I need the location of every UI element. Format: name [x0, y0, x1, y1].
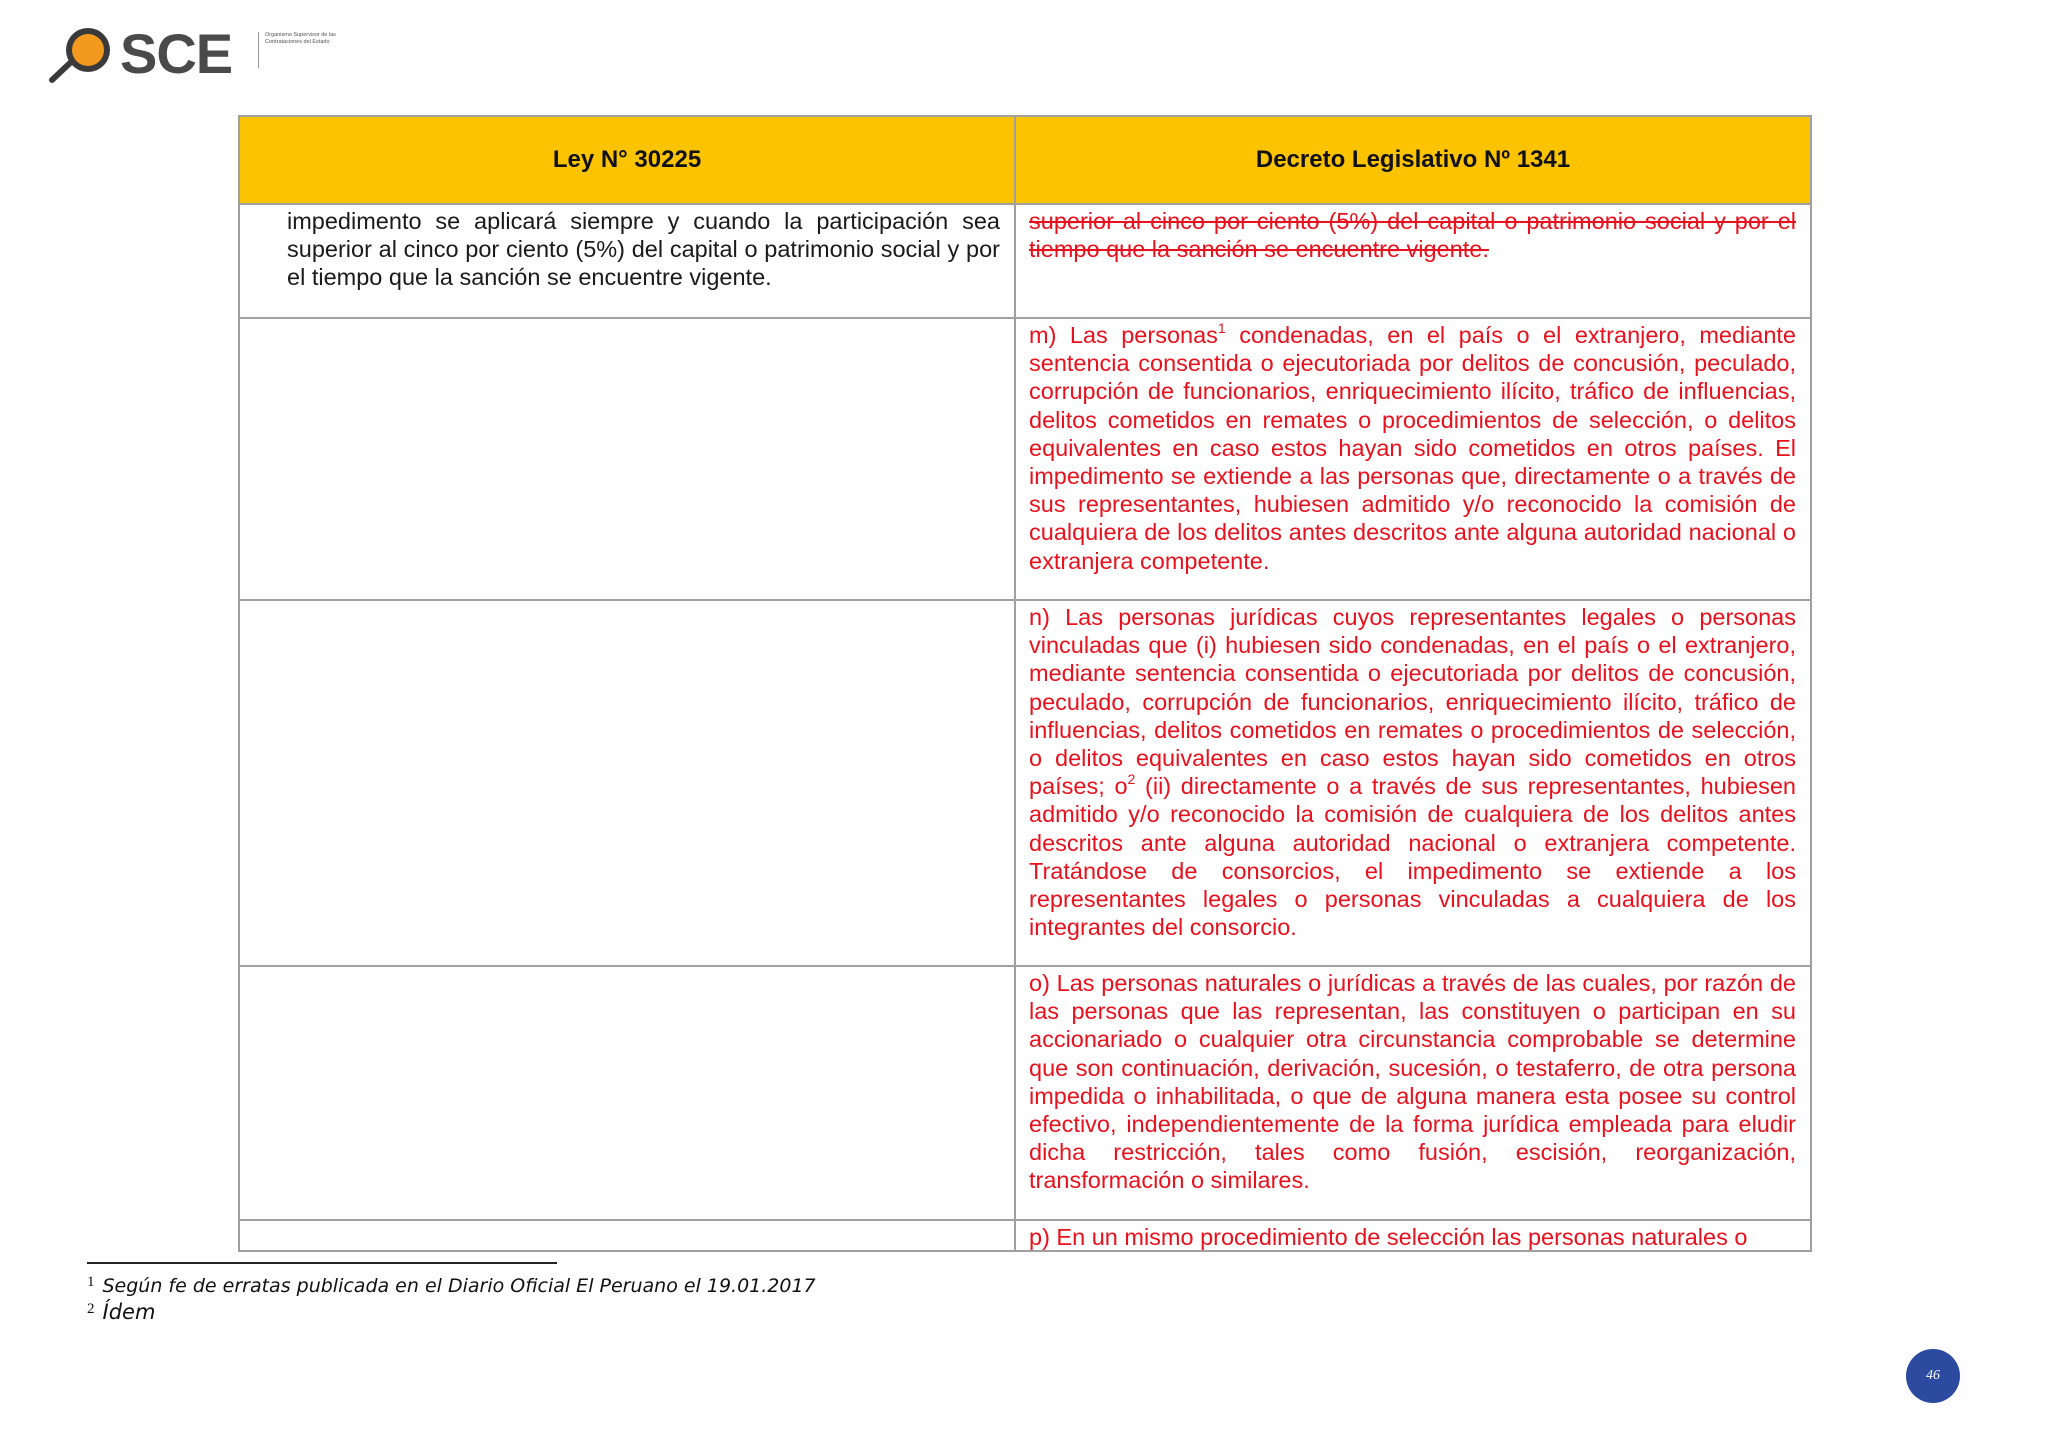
table-cell-left [239, 318, 1015, 600]
table-row [239, 204, 1811, 318]
footnote-separator [87, 1262, 557, 1264]
footnote-1: $^1$ Según fe de erratas publicada en el Diario Oficial El Peruano el 19.01.2017 [87, 1274, 816, 1297]
logo-divider [258, 32, 259, 68]
column-header-decreto: Decreto Legislativo Nº 1341 [1015, 116, 1811, 204]
table-cell-right: superior al cinco por ciento (5%) del capital o patrimonio social y por el tiempo que la sanción se encuentre vigente. [1015, 204, 1811, 318]
table-header-row [239, 116, 1811, 204]
osce-logo [48, 22, 336, 86]
magnifier-icon [48, 26, 128, 86]
footnote-ref: 1 [1217, 320, 1226, 336]
table-cell-left [239, 966, 1015, 1220]
logo-wordmark: SCE [120, 22, 233, 85]
table-cell-right: n) Las personas jurídicas cuyos representantes legales o personas vinculadas que (i) hubiesen sido condenadas, en el país o el extranjero, mediante sentencia consentida o ejecutoriada por delitos de concusión, peculado, corrupción de funcionarios, enriquecimiento ilícito, tráfico de influencias, delitos cometidos en remates o procedimientos de selección, o delitos equivalentes en caso estos hayan sido cometidos en otros países; $o^2$ (ii) directamente o a través de sus representantes, hubiesen admitido y/o reconocido la comisión de cualquiera de los delitos antes descritos ante alguna autoridad nacional o extranjera competente. Tratándose de consorcios, el impedimento se extiende a los representantes legales o personas vinculadas a cualquiera de los integrantes del consorcio. [1015, 600, 1811, 966]
table-row [239, 966, 1811, 1220]
table-row [239, 1220, 1811, 1251]
table-row [239, 600, 1811, 966]
logo-tagline: Organismo Supervisor de las Contrataciones del Estado [265, 32, 336, 45]
table-row [239, 318, 1811, 600]
table-cell-right: m) Las personas$^1$ condenadas, en el país o el extranjero, mediante sentencia consentida o ejecutoriada por delitos de concusión, peculado, corrupción de funcionarios, enriquecimiento ilícito, tráfico de influencias, delitos cometidos en remates o procedimientos de selección, o delitos equivalentes en caso estos hayan sido cometidos en otros países. El impedimento se extiende a las personas que, directamente o a través de sus representantes, hubiesen admitido y/o reconocido la comisión de cualquiera de los delitos antes descritos ante alguna autoridad nacional o extranjera competente. [1015, 318, 1811, 600]
table-cell-right: p) En un mismo procedimiento de selección las personas naturales o [1015, 1220, 1811, 1251]
comparison-table [238, 115, 1812, 1252]
table-cell-left: impedimento se aplicará siempre y cuando la participación sea superior al cinco por ciento (5%) del capital o patrimonio social y por el tiempo que la sanción se encuentre vigente. [239, 204, 1015, 318]
footnote-ref: 2 [1127, 771, 1136, 788]
footnote-2: $^2$ Ídem [87, 1300, 156, 1324]
table-cell-left [239, 600, 1015, 966]
column-header-ley: Ley N° 30225 [239, 116, 1015, 204]
page-number-badge: 46 [1906, 1349, 1960, 1403]
table-cell-right: o) Las personas naturales o jurídicas a través de las cuales, por razón de las personas que las representan, las constituyen o participan en su accionariado o cualquier otra circunstancia comprobable se determine que son continuación, derivación, sucesión, o testaferro, de otra persona impedida o inhabilitada, o que de alguna manera esta posee su control efectivo, independientemente de la forma jurídica empleada para eludir dicha restricción, tales como fusión, escisión, reorganización, transformación o similares. [1015, 966, 1811, 1220]
table-cell-left [239, 1220, 1015, 1251]
